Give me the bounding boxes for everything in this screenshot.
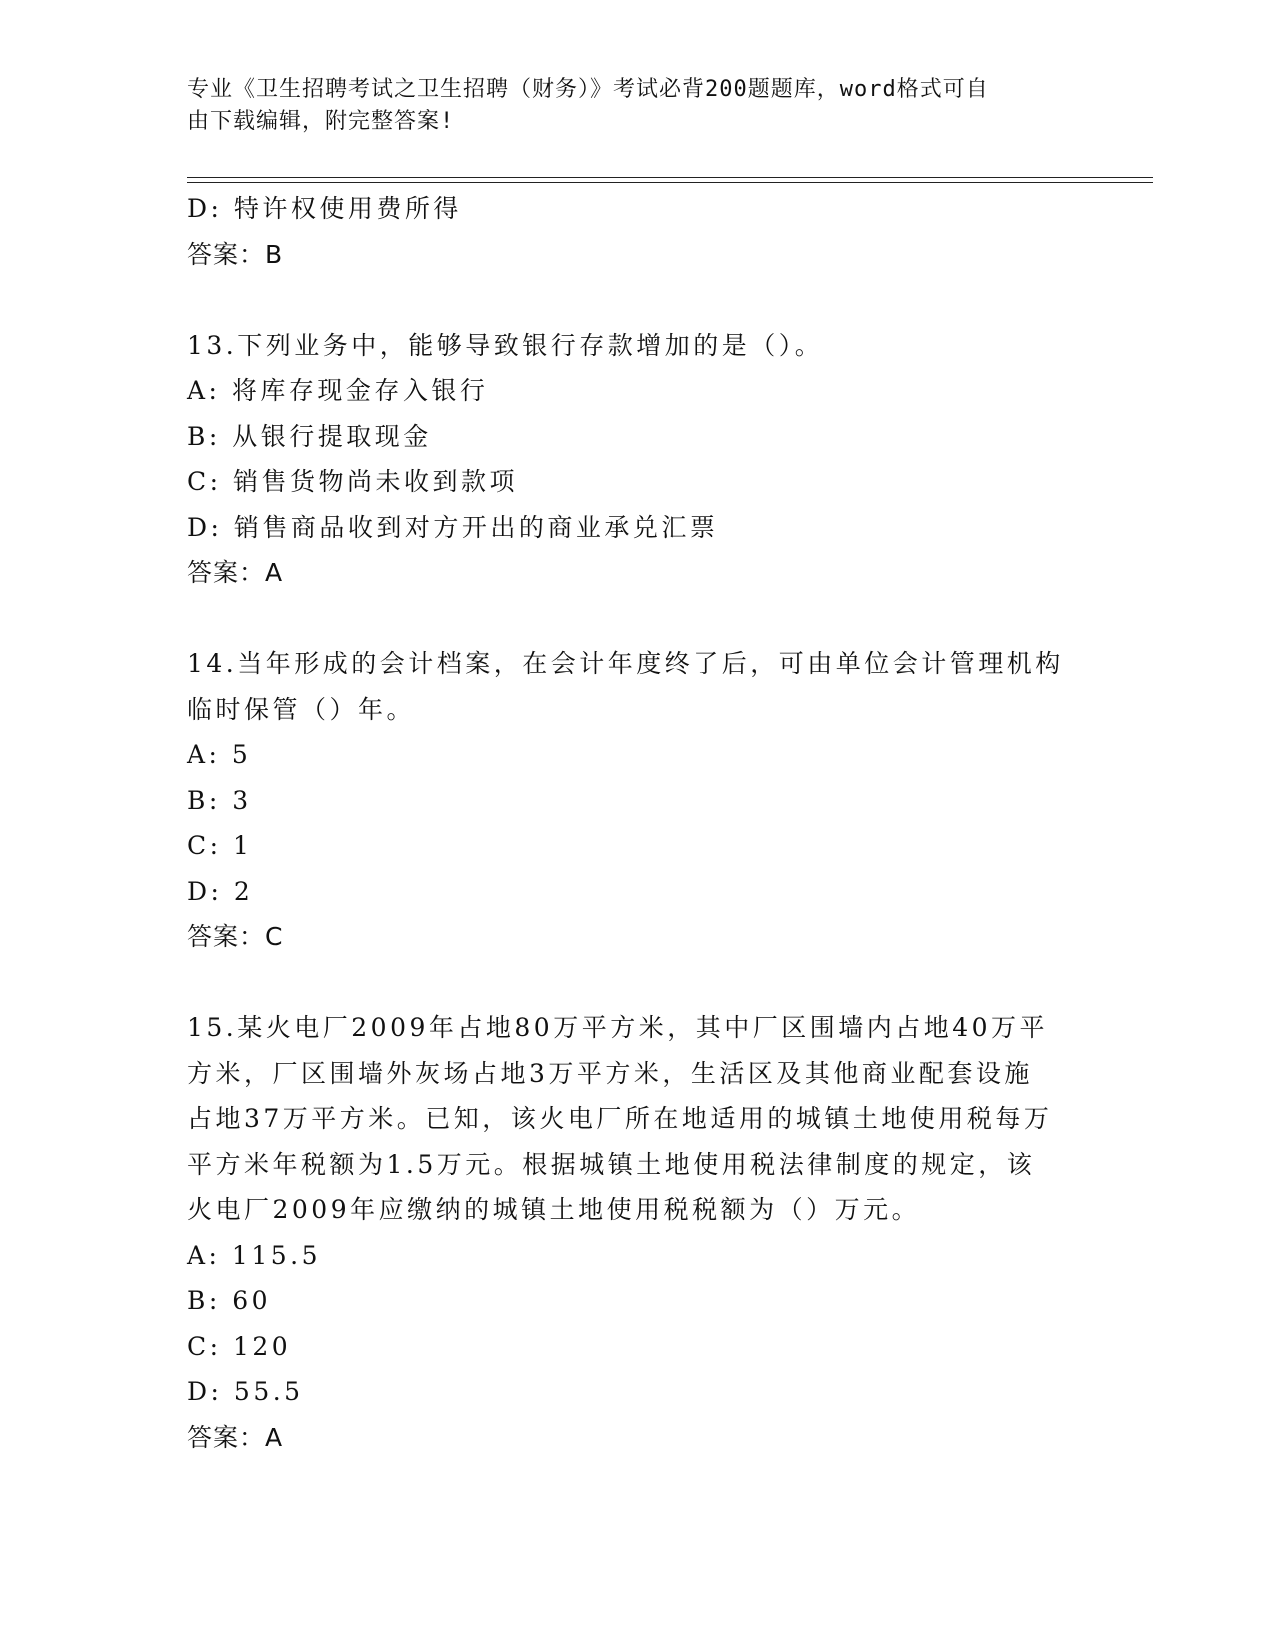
spacer — [187, 960, 1087, 1006]
spacer — [187, 277, 1087, 323]
option-a: A: 115.5 — [187, 1240, 321, 1270]
header-line-2: 由下载编辑，附完整答案! — [187, 109, 455, 134]
option-c: C: 120 — [187, 1331, 292, 1361]
option-b: B: 从银行提取现金 — [187, 421, 432, 451]
prev-question-tail — [187, 186, 1087, 277]
question-stem: 临时保管（）年。 — [187, 694, 416, 724]
spacer — [187, 596, 1087, 642]
answer-line: 答案：A — [187, 558, 284, 587]
option-b: B: 60 — [187, 1286, 272, 1315]
header-line-1: 专业《卫生招聘考试之卫生招聘（财务）》考试必背200题题库，word格式可自 — [187, 77, 989, 102]
document-body — [187, 186, 1087, 1460]
option-d: D: 2 — [187, 876, 254, 906]
option-a: A: 5 — [187, 740, 252, 769]
answer-line: 答案：C — [187, 922, 284, 951]
answer-line: 答案：B — [187, 239, 284, 269]
document-header — [187, 74, 1067, 138]
option-a: A: 将库存现金存入银行 — [187, 376, 489, 405]
question-14 — [187, 641, 1087, 960]
option-c: C: 1 — [187, 831, 253, 860]
option-c: C: 销售货物尚未收到款项 — [187, 467, 518, 496]
question-stem: 平方米年税额为1.5万元。根据城镇土地使用税法律制度的规定，该 — [187, 1149, 1036, 1179]
option-d: D: 特许权使用费所得 — [187, 194, 462, 223]
question-stem: 占地37万平方米。已知，该火电厂所在地适用的城镇土地使用税每万 — [187, 1104, 1053, 1133]
question-stem: 14.当年形成的会计档案，在会计年度终了后，可由单位会计管理机构 — [187, 649, 1064, 678]
header-rule-top — [187, 177, 1153, 178]
option-d: D: 55.5 — [187, 1377, 304, 1406]
question-stem: 方米，厂区围墙外灰场占地3万平方米，生活区及其他商业配套设施 — [187, 1058, 1033, 1088]
question-15 — [187, 1005, 1087, 1460]
option-b: B: 3 — [187, 785, 252, 815]
question-stem: 火电厂2009年应缴纳的城镇土地使用税税额为（）万元。 — [187, 1195, 921, 1224]
question-stem: 13.下列业务中，能够导致银行存款增加的是（）。 — [187, 330, 824, 360]
question-stem: 15.某火电厂2009年占地80万平方米，其中厂区围墙内占地40万平 — [187, 1013, 1049, 1042]
answer-line: 答案：A — [187, 1422, 284, 1452]
header-rule-bottom — [187, 182, 1153, 183]
option-d: D: 销售商品收到对方开出的商业承兑汇票 — [187, 512, 719, 542]
question-13 — [187, 323, 1087, 596]
